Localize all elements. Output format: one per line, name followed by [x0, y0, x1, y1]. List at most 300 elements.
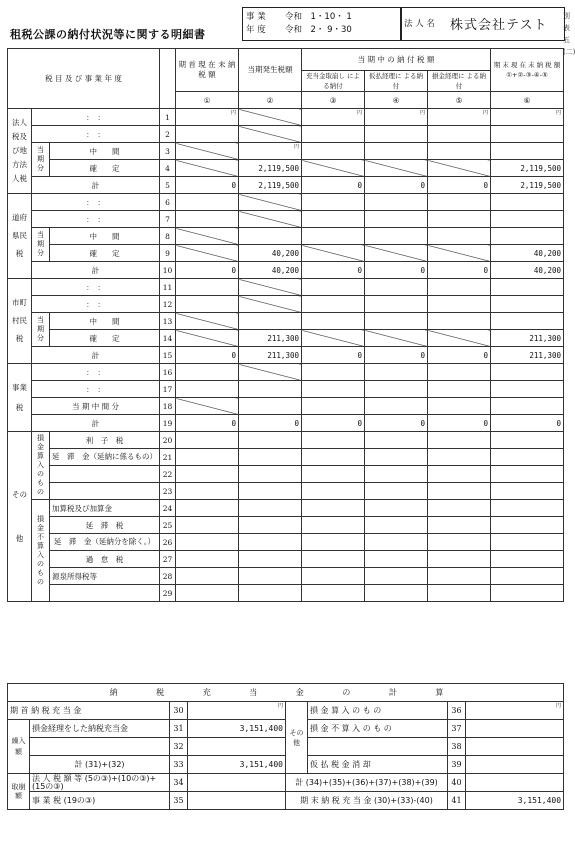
row-16-c5[interactable]: [428, 364, 491, 381]
row-8-c2[interactable]: [239, 228, 302, 245]
row-27-c2[interactable]: [239, 551, 302, 568]
row-3-label: 中 間: [50, 143, 160, 160]
row-19-label: 計: [32, 415, 160, 432]
row-27-label: 過 怠 税: [50, 551, 160, 568]
row-18-c5[interactable]: [428, 398, 491, 415]
row-8-c1: [176, 228, 239, 245]
line-number: 40: [448, 774, 466, 792]
row-27-c5[interactable]: [428, 551, 491, 568]
tax-payment-table: [7, 48, 564, 602]
row-11-c6[interactable]: [491, 279, 564, 296]
row-19-c3: 0: [302, 415, 365, 432]
row-21-c3[interactable]: [302, 449, 365, 466]
category-prefectural: 道府県民税: [8, 194, 32, 279]
row-9-label: 確 定: [50, 245, 160, 262]
row-39-value[interactable]: [466, 756, 564, 774]
row-28-c6[interactable]: [491, 568, 564, 585]
row-40-label: 計 (34)+(35)+(36)+(37)+(38)+(39): [286, 774, 448, 792]
row-40-value[interactable]: [466, 774, 564, 792]
row-24-c6[interactable]: [491, 500, 564, 517]
line-number: 27: [160, 551, 176, 568]
row-14-c2[interactable]: 211,300: [239, 330, 302, 347]
row-3-c4[interactable]: [365, 143, 428, 160]
row-17-c2[interactable]: [239, 381, 302, 398]
row-17-c4[interactable]: [365, 381, 428, 398]
row-24-c2[interactable]: [239, 500, 302, 517]
row-28-label: 源泉所得税等: [50, 568, 160, 585]
row-16-c4[interactable]: [365, 364, 428, 381]
row-36-value[interactable]: [466, 702, 564, 720]
line-number: 34: [170, 774, 188, 792]
row-15-c4: 0: [365, 347, 428, 364]
row-20-c4[interactable]: [365, 432, 428, 449]
period-from-date: 令和 1・10・ 1: [285, 12, 352, 22]
row-15-c2: 211,300: [239, 347, 302, 364]
row-6-c5[interactable]: [428, 194, 491, 211]
row-7-label: ： ：: [32, 211, 160, 228]
line-number: 19: [160, 415, 176, 432]
line-number: 29: [160, 585, 176, 602]
row-34-label: 法 人 税 額 等 (5の③)+(10の③)+(15の③): [30, 774, 170, 792]
other-decrease-label: その他: [286, 702, 308, 774]
row-12-c1[interactable]: [176, 296, 239, 313]
row-14-c6[interactable]: 211,300: [491, 330, 564, 347]
row-20-c6[interactable]: [491, 432, 564, 449]
row-5-c4: 0: [365, 177, 428, 194]
row-12-c3[interactable]: [302, 296, 365, 313]
nondeductible-label: 損金不算入のもの: [32, 500, 50, 602]
side-form-number: 別表五(二): [563, 12, 575, 56]
page-title: 租税公課の納付状況等に関する明細書: [10, 28, 206, 41]
row-18-c3[interactable]: [302, 398, 365, 415]
line-number: 15: [160, 347, 176, 364]
row-25-c1[interactable]: [176, 517, 239, 534]
row-26-c1[interactable]: [176, 534, 239, 551]
row-24-c4[interactable]: [365, 500, 428, 517]
row-31-label: 損金経理をした納税充当金: [30, 720, 170, 738]
row-7-c4[interactable]: [365, 211, 428, 228]
row-6-c6[interactable]: [491, 194, 564, 211]
row-8-c5[interactable]: [428, 228, 491, 245]
row-3-c1: [176, 143, 239, 160]
col-header-c6: 期 末 現 在 未 納 税 額 ①+②-③-④-⑤: [491, 49, 564, 92]
row-28-c4[interactable]: [365, 568, 428, 585]
row-16-c6[interactable]: [491, 364, 564, 381]
row-35-label: 事 業 税 (19の③): [30, 792, 170, 810]
line-number: 38: [448, 738, 466, 756]
row-23-c2[interactable]: [239, 483, 302, 500]
row-35-value[interactable]: [188, 792, 286, 810]
row-25-c6[interactable]: [491, 517, 564, 534]
col-num-2: ②: [239, 92, 302, 109]
row-23-c5[interactable]: [428, 483, 491, 500]
row-20-c5[interactable]: [428, 432, 491, 449]
row-29-c5[interactable]: [428, 585, 491, 602]
row-30-value[interactable]: [188, 702, 286, 720]
row-4-c4: [365, 160, 428, 177]
row-5-c3: 0: [302, 177, 365, 194]
line-number: 23: [160, 483, 176, 500]
row-7-c6[interactable]: [491, 211, 564, 228]
row-21-c2[interactable]: [239, 449, 302, 466]
row-8-c4[interactable]: [365, 228, 428, 245]
row-4-c3: [302, 160, 365, 177]
row-6-c4[interactable]: [365, 194, 428, 211]
row-36-label: 損 金 算 入 の も の: [308, 702, 448, 720]
row-13-c1: [176, 313, 239, 330]
row-22-label[interactable]: [50, 466, 160, 483]
line-number: 6: [160, 194, 176, 211]
row-17-label: ： ：: [32, 381, 160, 398]
row-24-c3[interactable]: [302, 500, 365, 517]
row-11-label: ： ：: [32, 279, 160, 296]
col-header-c4: 仮払経理に よる納付: [365, 71, 428, 92]
line-number: 25: [160, 517, 176, 534]
row-4-c2[interactable]: 2,119,500: [239, 160, 302, 177]
row-21-label: 延 滞 金（延納に係るもの）: [50, 449, 160, 466]
row-20-c3[interactable]: [302, 432, 365, 449]
row-32-label[interactable]: [30, 738, 170, 756]
row-5-c2: 2,119,500: [239, 177, 302, 194]
row-20-label: 利 子 税: [50, 432, 160, 449]
row-21-c1[interactable]: [176, 449, 239, 466]
row-9-c1: [176, 245, 239, 262]
row-19-c2: 0: [239, 415, 302, 432]
row-15-c3: 0: [302, 347, 365, 364]
row-2-label: ： ：: [32, 126, 160, 143]
row-13-c2[interactable]: [239, 313, 302, 330]
line-number: 31: [170, 720, 188, 738]
row-15-c6: 211,300: [491, 347, 564, 364]
row-33-label: 計 (31)+(32): [30, 756, 170, 774]
row-13-c3[interactable]: [302, 313, 365, 330]
row-10-label: 計: [32, 262, 160, 279]
row-3-c2[interactable]: [239, 143, 302, 160]
row-18-c6[interactable]: [491, 398, 564, 415]
row-29-c6[interactable]: [491, 585, 564, 602]
row-22-c1[interactable]: [176, 466, 239, 483]
row-11-c4[interactable]: [365, 279, 428, 296]
row-23-c3[interactable]: [302, 483, 365, 500]
interim-period-label: 当期分: [32, 313, 50, 347]
row-14-c1: [176, 330, 239, 347]
row-9-c6[interactable]: 40,200: [491, 245, 564, 262]
row-2-c3[interactable]: [302, 126, 365, 143]
row-1-c2: [239, 109, 302, 126]
row-22-c2[interactable]: [239, 466, 302, 483]
line-number: 2: [160, 126, 176, 143]
row-18-c2[interactable]: [239, 398, 302, 415]
row-28-c3[interactable]: [302, 568, 365, 585]
row-13-label: 中 間: [50, 313, 160, 330]
row-1-c3[interactable]: [302, 109, 365, 126]
row-29-c4[interactable]: [365, 585, 428, 602]
deductible-label: 損金算入のもの: [32, 432, 50, 500]
row-2-c4[interactable]: [365, 126, 428, 143]
row-16-c1[interactable]: [176, 364, 239, 381]
row-20-c1[interactable]: [176, 432, 239, 449]
row-1-label: ： ：: [32, 109, 160, 126]
row-27-c4[interactable]: [365, 551, 428, 568]
row-18-c1: [176, 398, 239, 415]
row-28-c1[interactable]: [176, 568, 239, 585]
row-19-c5: 0: [428, 415, 491, 432]
line-number: 5: [160, 177, 176, 194]
row-9-c4: [365, 245, 428, 262]
period-to-date: 令和 2・ 9・30: [285, 25, 352, 35]
line-number: 39: [448, 756, 466, 774]
col-num-5: ⑤: [428, 92, 491, 109]
interim-period-label: 当期分: [32, 228, 50, 262]
line-number: 7: [160, 211, 176, 228]
interim-period-label: 当期分: [32, 143, 50, 177]
row-12-c2: [239, 296, 302, 313]
col-header-c1: 期 首 現 在 未 納 税 額: [176, 49, 239, 92]
line-number: 41: [448, 792, 466, 810]
line-number: 17: [160, 381, 176, 398]
row-22-c6[interactable]: [491, 466, 564, 483]
col-header-paid-group: 当 期 中 の 納 付 税 額: [302, 49, 491, 71]
line-number: 3: [160, 143, 176, 160]
row-5-label: 計: [32, 177, 160, 194]
line-number: 4: [160, 160, 176, 177]
col-num-4: ④: [365, 92, 428, 109]
row-14-c4: [365, 330, 428, 347]
row-9-c2[interactable]: 40,200: [239, 245, 302, 262]
row-24-c1[interactable]: [176, 500, 239, 517]
line-number: 10: [160, 262, 176, 279]
row-2-c6[interactable]: [491, 126, 564, 143]
row-26-c5[interactable]: [428, 534, 491, 551]
row-15-label: 計: [32, 347, 160, 364]
row-19-c4: 0: [365, 415, 428, 432]
row-17-c3[interactable]: [302, 381, 365, 398]
line-number: 36: [448, 702, 466, 720]
col-header-item: 税 目 及 び 事 業 年 度: [8, 49, 160, 109]
row-7-c2: [239, 211, 302, 228]
row-10-c6: 40,200: [491, 262, 564, 279]
row-13-c5[interactable]: [428, 313, 491, 330]
increase-label: 繰入額: [8, 720, 30, 774]
row-19-c6: 0: [491, 415, 564, 432]
row-41-label: 期 末 納 税 充 当 金 (30)+(33)-(40): [286, 792, 448, 810]
row-10-c2: 40,200: [239, 262, 302, 279]
row-4-c5: [428, 160, 491, 177]
row-23-c4[interactable]: [365, 483, 428, 500]
row-22-c3[interactable]: [302, 466, 365, 483]
col-header-c2: 当期発生税額: [239, 49, 302, 92]
row-7-c5[interactable]: [428, 211, 491, 228]
row-4-c6[interactable]: 2,119,500: [491, 160, 564, 177]
row-17-c6[interactable]: [491, 381, 564, 398]
company-name: 株式会社テスト: [450, 18, 548, 33]
row-26-c6[interactable]: [491, 534, 564, 551]
row-25-c4[interactable]: [365, 517, 428, 534]
row-10-c4: 0: [365, 262, 428, 279]
row-22-c5[interactable]: [428, 466, 491, 483]
decrease-label: 取崩額: [8, 774, 30, 810]
category-corporate: 法人税及び地方法人税: [8, 109, 32, 194]
row-5-c6: 2,119,500: [491, 177, 564, 194]
row-8-c6[interactable]: [491, 228, 564, 245]
col-num-3: ③: [302, 92, 365, 109]
row-2-c2: [239, 126, 302, 143]
line-number: 35: [170, 792, 188, 810]
col-header-blank: [160, 49, 176, 109]
row-25-label: 延 滞 税: [50, 517, 160, 534]
col-header-c3: 充当金取崩し による納付: [302, 71, 365, 92]
row-28-c2[interactable]: [239, 568, 302, 585]
row-27-c6[interactable]: [491, 551, 564, 568]
row-26-c2[interactable]: [239, 534, 302, 551]
row-3-c3[interactable]: [302, 143, 365, 160]
row-8-label: 中 間: [50, 228, 160, 245]
row-26-c4[interactable]: [365, 534, 428, 551]
row-20-c2[interactable]: [239, 432, 302, 449]
line-number: 24: [160, 500, 176, 517]
line-number: 8: [160, 228, 176, 245]
row-34-value[interactable]: [188, 774, 286, 792]
row-25-c3[interactable]: [302, 517, 365, 534]
row-11-c2: [239, 279, 302, 296]
row-15-c1: 0: [176, 347, 239, 364]
row-16-c2: [239, 364, 302, 381]
row-1-c1[interactable]: [176, 109, 239, 126]
row-33-value[interactable]: 3,151,400: [188, 756, 286, 774]
row-1-c6[interactable]: [491, 109, 564, 126]
line-number: 21: [160, 449, 176, 466]
row-38-label[interactable]: [308, 738, 448, 756]
row-32-value[interactable]: [188, 738, 286, 756]
row-25-c2[interactable]: [239, 517, 302, 534]
row-2-c1[interactable]: [176, 126, 239, 143]
period-label-2: 年 度: [246, 25, 266, 35]
row-23-c6[interactable]: [491, 483, 564, 500]
row-1-c5[interactable]: [428, 109, 491, 126]
row-29-c1[interactable]: [176, 585, 239, 602]
row-28-c5[interactable]: [428, 568, 491, 585]
row-27-c3[interactable]: [302, 551, 365, 568]
row-6-label: ： ：: [32, 194, 160, 211]
line-number: 16: [160, 364, 176, 381]
row-10-c1: 0: [176, 262, 239, 279]
row-6-c2: [239, 194, 302, 211]
row-12-c5[interactable]: [428, 296, 491, 313]
row-14-label: 確 定: [50, 330, 160, 347]
row-23-label[interactable]: [50, 483, 160, 500]
row-12-c6[interactable]: [491, 296, 564, 313]
row-19-c1: 0: [176, 415, 239, 432]
reserve-section-title: 納 税 充 当 金 の 計 算: [8, 684, 564, 702]
row-10-c3: 0: [302, 262, 365, 279]
line-number: 13: [160, 313, 176, 330]
line-number: 20: [160, 432, 176, 449]
row-37-value[interactable]: [466, 720, 564, 738]
row-16-c3[interactable]: [302, 364, 365, 381]
row-21-c5[interactable]: [428, 449, 491, 466]
row-39-label: 仮 払 税 金 消 却: [308, 756, 448, 774]
row-25-c5[interactable]: [428, 517, 491, 534]
row-27-c1[interactable]: [176, 551, 239, 568]
line-number: 14: [160, 330, 176, 347]
line-number: 18: [160, 398, 176, 415]
row-15-c5: 0: [428, 347, 491, 364]
row-21-c6[interactable]: [491, 449, 564, 466]
row-29-c3[interactable]: [302, 585, 365, 602]
row-38-value[interactable]: [466, 738, 564, 756]
row-9-c5: [428, 245, 491, 262]
row-30-label: 期 首 納 税 充 当 金: [8, 702, 170, 720]
row-18-c4[interactable]: [365, 398, 428, 415]
row-6-c1[interactable]: [176, 194, 239, 211]
row-7-c3[interactable]: [302, 211, 365, 228]
row-18-label: 当 期 中 間 分: [32, 398, 160, 415]
row-6-c3[interactable]: [302, 194, 365, 211]
line-number: 9: [160, 245, 176, 262]
row-17-c5[interactable]: [428, 381, 491, 398]
col-num-6: ⑥: [491, 92, 564, 109]
line-number: 22: [160, 466, 176, 483]
row-12-label: ： ：: [32, 296, 160, 313]
row-29-label[interactable]: [50, 585, 160, 602]
row-24-c5[interactable]: [428, 500, 491, 517]
line-number: 37: [448, 720, 466, 738]
period-label-1: 事 業: [246, 12, 266, 22]
category-other: その他: [8, 432, 32, 602]
row-1-c4[interactable]: [365, 109, 428, 126]
row-11-c3[interactable]: [302, 279, 365, 296]
row-21-c4[interactable]: [365, 449, 428, 466]
col-num-1: ①: [176, 92, 239, 109]
row-7-c1[interactable]: [176, 211, 239, 228]
row-9-c3: [302, 245, 365, 262]
row-2-c5[interactable]: [428, 126, 491, 143]
row-31-value[interactable]: 3,151,400: [188, 720, 286, 738]
line-number: 33: [170, 756, 188, 774]
row-11-c1[interactable]: [176, 279, 239, 296]
line-number: 1: [160, 109, 176, 126]
row-5-c1: 0: [176, 177, 239, 194]
row-26-label: 延 滞 金（延納分を除く。）: [50, 534, 160, 551]
row-17-c1[interactable]: [176, 381, 239, 398]
row-29-c2[interactable]: [239, 585, 302, 602]
row-13-c6[interactable]: [491, 313, 564, 330]
line-number: 12: [160, 296, 176, 313]
row-23-c1[interactable]: [176, 483, 239, 500]
row-41-value[interactable]: 3,151,400: [466, 792, 564, 810]
row-3-c6[interactable]: [491, 143, 564, 160]
row-4-label: 確 定: [50, 160, 160, 177]
row-22-c4[interactable]: [365, 466, 428, 483]
row-3-c5[interactable]: [428, 143, 491, 160]
category-business: 事業税: [8, 364, 32, 432]
line-number: 28: [160, 568, 176, 585]
row-16-label: ： ：: [32, 364, 160, 381]
line-number: 32: [170, 738, 188, 756]
line-number: 26: [160, 534, 176, 551]
row-4-c1: [176, 160, 239, 177]
period-box: [242, 7, 402, 41]
col-header-c5: 損金経理に よる納付: [428, 71, 491, 92]
row-26-c3[interactable]: [302, 534, 365, 551]
row-14-c3: [302, 330, 365, 347]
category-municipal: 市町村民税: [8, 279, 32, 364]
row-8-c3[interactable]: [302, 228, 365, 245]
row-13-c4[interactable]: [365, 313, 428, 330]
corp-label: 法 人 名: [404, 19, 435, 29]
row-12-c4[interactable]: [365, 296, 428, 313]
row-11-c5[interactable]: [428, 279, 491, 296]
